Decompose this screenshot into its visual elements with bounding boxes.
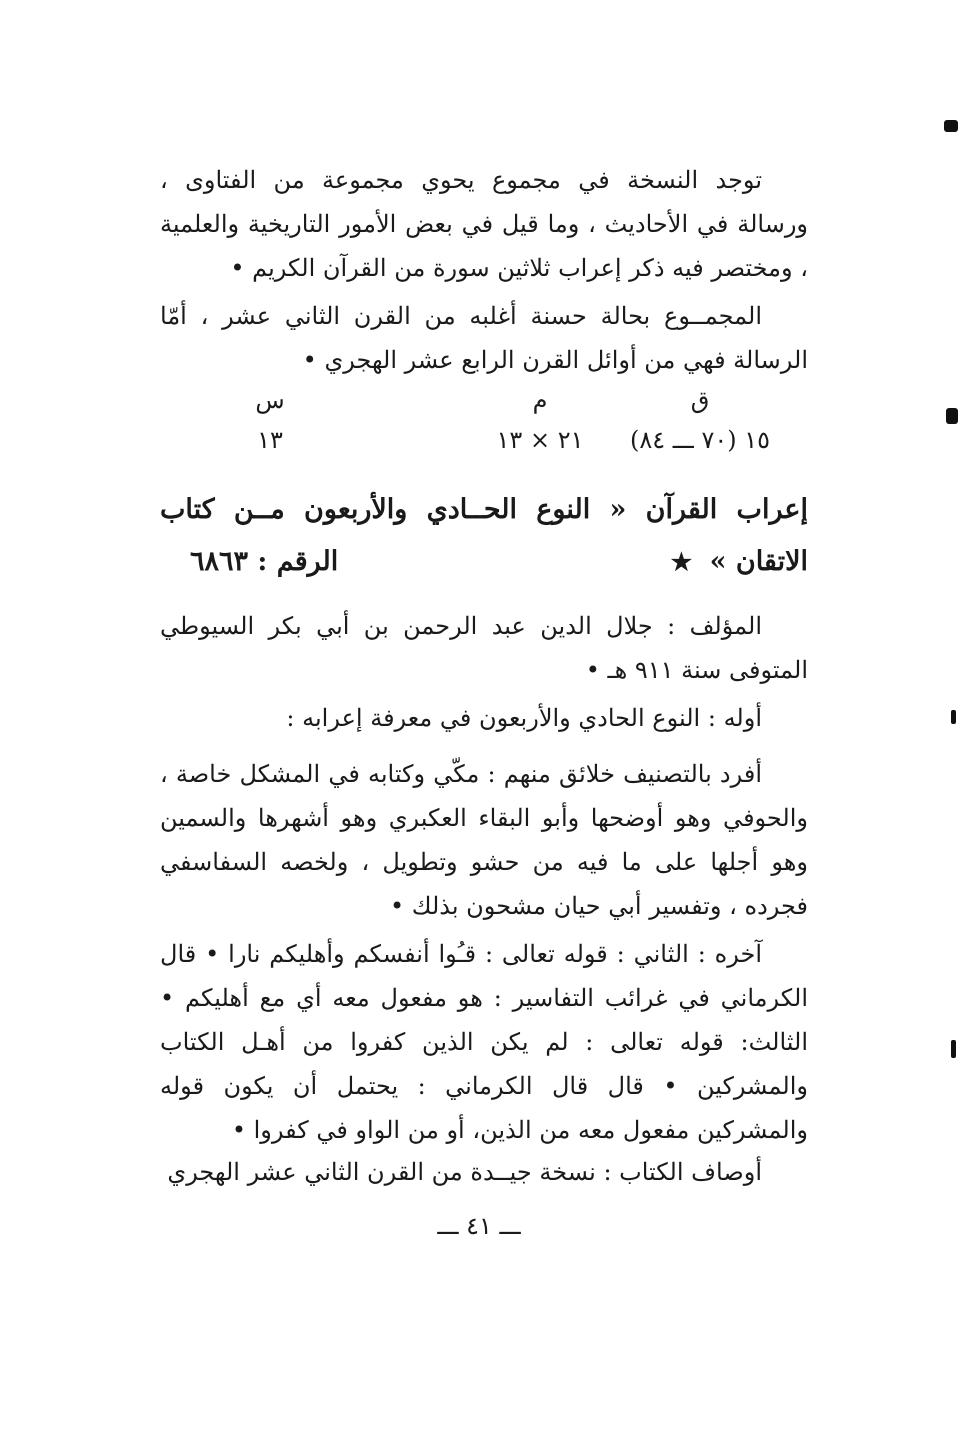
scan-edge-mark bbox=[951, 1040, 956, 1058]
lines-column bbox=[170, 380, 370, 460]
scan-edge-mark bbox=[951, 710, 956, 724]
entry-title-end-text: الاتقان » bbox=[709, 546, 808, 577]
entry-title: إعراب القرآن « النوع الحــادي والأربعون مــن كتاب bbox=[160, 494, 808, 525]
condition-paragraph: المجمــوع بحالة حسنة أغلبه من القرن الثاني عشر ، أمّا الرسالة فهي من أوائل القرن الرابع عشر الهجري • bbox=[160, 302, 808, 374]
lines-value: ١٣ bbox=[257, 426, 283, 454]
incipit-text-paragraph: أفرد بالتصنيف خلائق منهم : مكّي وكتابه في المشكل خاصة ، والحوفي وهو أوضحها وأبو البقاء العكبري وهو أشهرها والسمين وهو أجلها على ما فيه من حشو وتطويل ، ولخصه السفاسفي فجرده ، وتفسير أبي حيان مشحون بذلك • bbox=[160, 760, 808, 920]
scan-edge-mark bbox=[944, 120, 958, 132]
entry-title-end bbox=[671, 536, 808, 588]
measure-column bbox=[440, 380, 640, 460]
lines-label: س bbox=[255, 386, 285, 414]
star-icon: ★ bbox=[670, 547, 693, 576]
incipit-paragraph: أوله : النوع الحادي والأربعون في معرفة إعرابه : bbox=[286, 704, 762, 732]
explicit-paragraph: آخره : الثاني : قوله تعالى : قـُوا أنفسكم وأهليكم نارا • قال الكرماني في غرائب التفاسير : هو مفعول معه أي مع أهليكم • الثالث: قوله تعالى : لم يكن الذين كفروا من أهـل الكتاب والمشركين • قال قال الكرماني : يحتمل أن يكون قوله والمشركين مفعول معه من الذين، أو من الواو في كفروا • bbox=[160, 940, 808, 1144]
entry-title-continued bbox=[160, 536, 808, 588]
book-description-paragraph: أوصاف الكتاب : نسخة جيــدة من القرن الثاني عشر الهجري bbox=[167, 1158, 762, 1186]
catalog-number: الرقم : ٦٨٦٣ bbox=[190, 546, 339, 577]
measure-label: م bbox=[532, 386, 548, 414]
scan-edge-mark bbox=[946, 408, 958, 424]
leaves-label: ق bbox=[690, 386, 710, 414]
description-paragraph: توجد النسخة في مجموع يحوي مجموعة من الفتاوى ، ورسالة في الأحاديث ، وما قيل في بعض الأمور التاريخية والعلمية ، ومختصر فيه ذكر إعراب ثلاثين سورة من القرآن الكريم • bbox=[160, 166, 808, 282]
physical-description-table bbox=[160, 380, 808, 460]
page-number: ـــ ٤١ ـــ bbox=[437, 1212, 521, 1240]
measure-value: ٢١ × ١٣ bbox=[496, 426, 584, 454]
leaves-value: ١٥ (٧٠ ـــ ٨٤) bbox=[629, 426, 771, 454]
author-paragraph: المؤلف : جلال الدين عبد الرحمن بن أبي بكر السيوطي المتوفى سنة ٩١١ هـ • bbox=[160, 612, 808, 684]
